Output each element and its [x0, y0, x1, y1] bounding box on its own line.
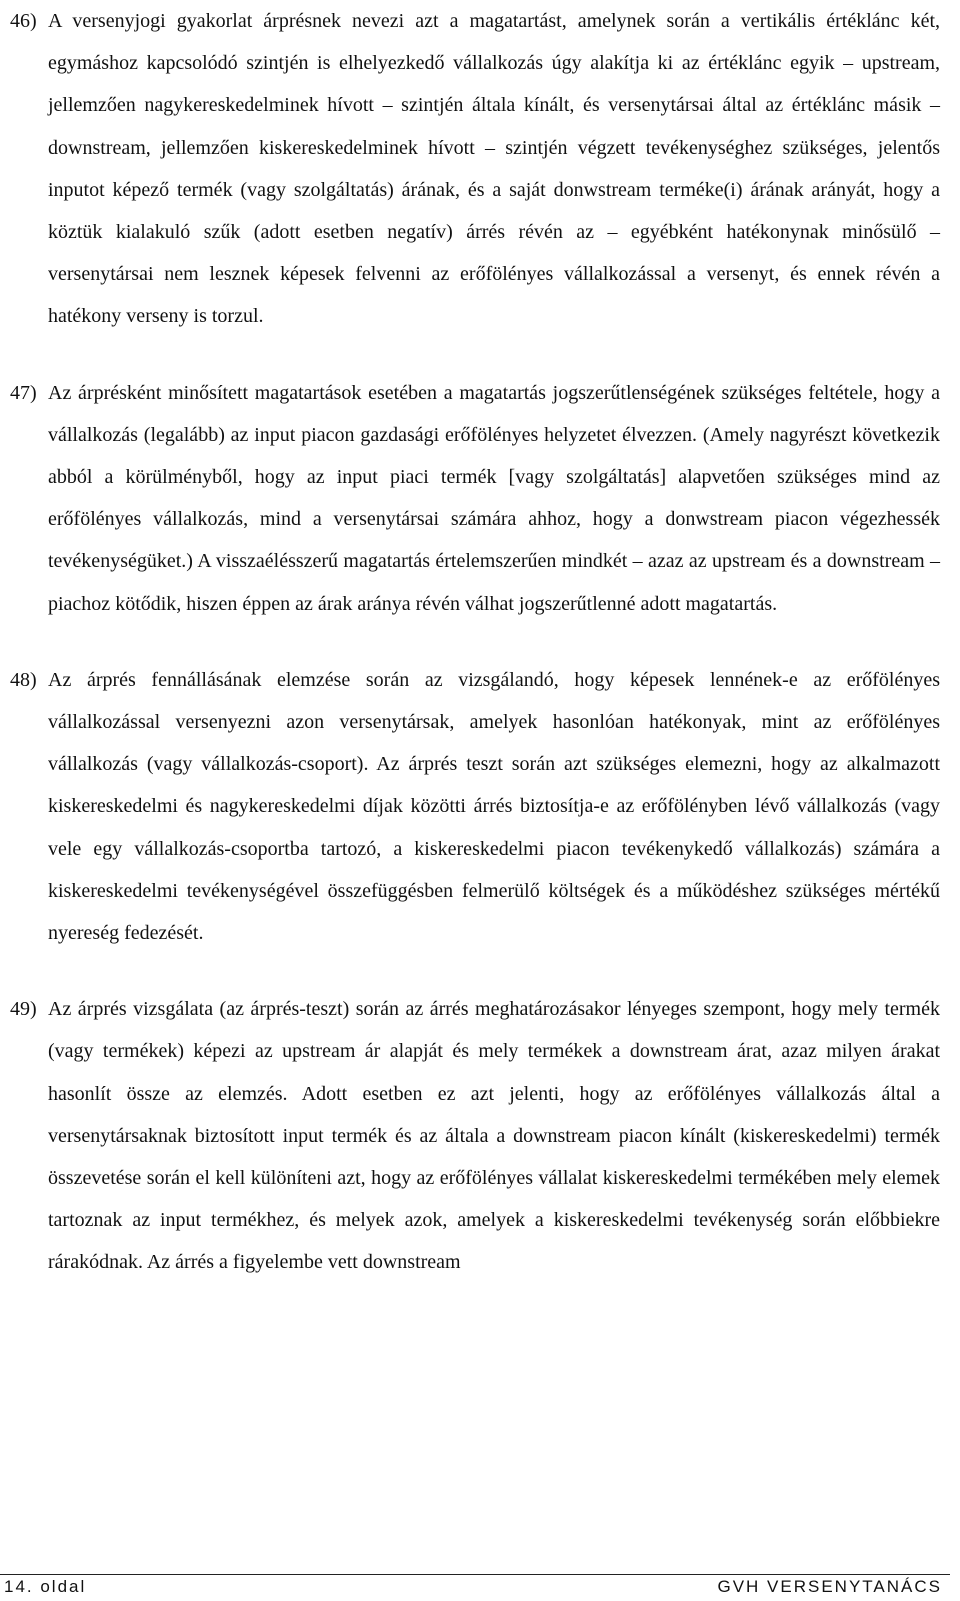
paragraph-text: Az árprés fennállásának elemzése során az vizsgálandó, hogy képesek lennének-e az erőfölényes vállalkozással versenyezni azon versenytársak, amelyek hasonlóan hatékonyak, mint az erőfölényes vállalkozás (vagy vállalkozás-csoport). Az árprés teszt során azt szükséges elemezni, hogy az alkalmazott kiskereskedelmi és nagykereskedelmi díjak közötti árrés biztosítja-e az erőfölényben lévő vállalkozás (vagy vele egy vállalkozás-csoportba tartozó, a kiskereskedelmi piacon tevékenykedő vállalkozás) számára a kiskereskedelmi tevékenységével összefüggésben felmerülő költségek és a működéshez szükséges mértékű nyereség fedezését.	[48, 668, 940, 945]
paragraph-text: Az árprés vizsgálata (az árprés-teszt) során az árrés meghatározásakor lényeges szempont, hogy mely termék (vagy termékek) képezi az upstream ár alapját és mely termékek a downstream árat, azaz milyen árakat hasonlít össze az elemzés. Adott esetben ez azt jelenti, hogy az erőfölényes vállalkozás által a versenytársaknak biztosított input termék és az általa a downstream piacon kínált (kiskereskedelmi) termék összevetése során el kell különíteni azt, hogy az erőfölényes vállalat kiskereskedelmi termékében mely elemek tartoznak az input termékhez, és melyek azok, amelyek a kiskereskedelmi tevékenység során előbbiekre rárakódnak. Az árrés a figyelembe vett downstream	[48, 998, 940, 1274]
page-footer	[0, 1577, 950, 1601]
paragraph-number: 46)	[10, 10, 37, 32]
footer-divider	[0, 1574, 950, 1575]
page-number: 14. oldal	[4, 1577, 87, 1596]
organization-name: GVH VERSENYTANÁCS	[717, 1577, 942, 1596]
paragraph-47	[10, 372, 940, 625]
document-body	[10, 0, 940, 1284]
paragraph-text: A versenyjogi gyakorlat árprésnek nevezi azt a magatartást, amelynek során a vertikális értéklánc két, egymáshoz kapcsolódó szintjén is elhelyezkedő vállalkozás úgy alakítja ki az értéklánc egyik – upstream, jellemzően nagykereskedelminek hívott – szintjén általa kínált, és versenytársai által az értéklánc másik – downstream, jellemzően kiskereskedelminek hívott – szintjén végzett tevékenységhez szükséges, jelentős inputot képező termék (vagy szolgáltatás) árának, és a saját donwstream terméke(i) árának arányát, hogy a köztük kialakuló szűk (adott esetben negatív) árrés révén az – egyébként hatékonynak minősülő – versenytársai nem lesznek képesek felvenni az erőfölényes vállalkozással a versenyt, és ennek révén a hatékony verseny is torzul.	[48, 10, 940, 328]
paragraph-number: 47)	[10, 381, 37, 404]
paragraph-48	[10, 659, 940, 954]
paragraph-number: 49)	[10, 998, 37, 1021]
paragraph-49	[10, 988, 940, 1283]
paragraph-number: 48)	[10, 668, 37, 691]
paragraph-46	[10, 0, 940, 338]
paragraph-text: Az árprésként minősített magatartások esetében a magatartás jogszerűtlenségének szükséges feltétele, hogy a vállalkozás (legalább) az input piacon gazdasági erőfölényes helyzetet élvezzen. (Amely nagyrészt következik abból a körülményből, hogy az input piaci termék [vagy szolgáltatás] alapvetően szükséges mind az erőfölényes vállalkozás, mind a versenytársai számára ahhoz, hogy a donwstream piacon végezhessék tevékenységüket.) A visszaélésszerű magatartás értelemszerűen mindkét – azaz az upstream és a downstream – piachoz kötődik, hiszen éppen az árak aránya révén válhat jogszerűtlenné adott magatartás.	[48, 381, 940, 615]
